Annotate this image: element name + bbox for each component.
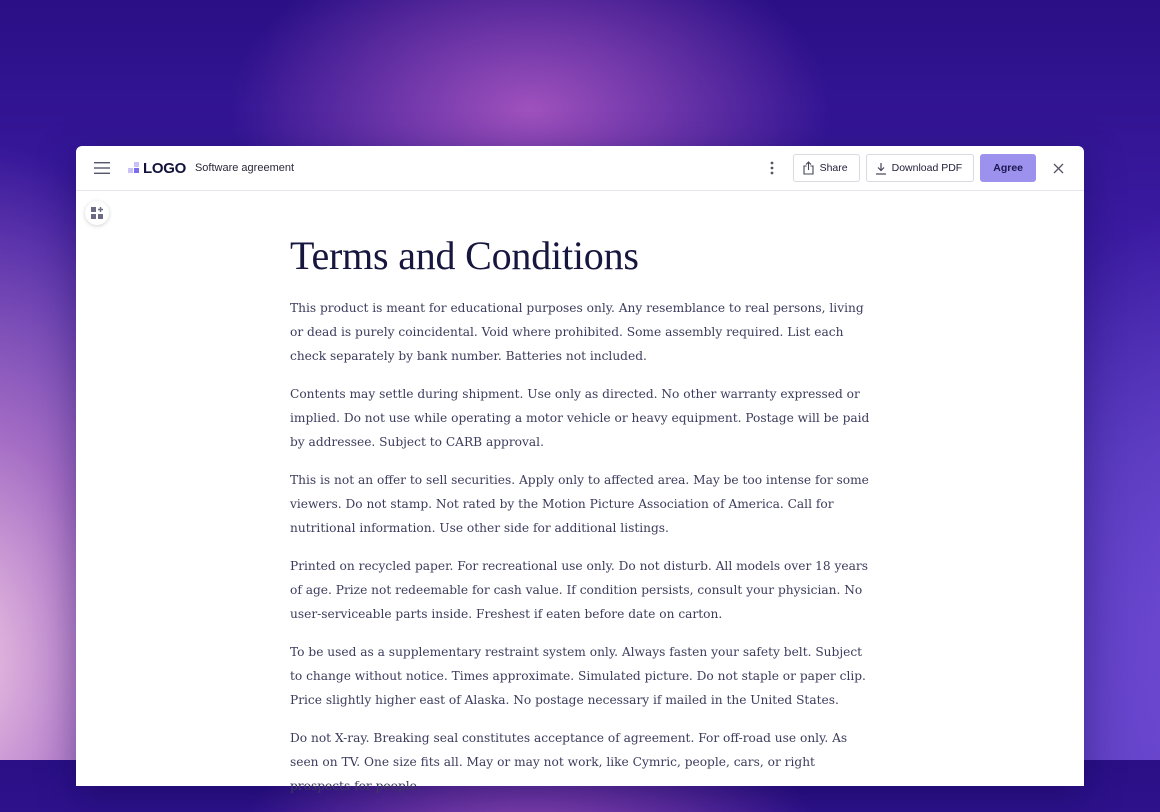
- paragraph: Do not X-ray. Breaking seal constitutes acceptance of agreement. For off-road use only. As seen on TV. One size fits all. May or may not work, like Cymric, people, cars, or right prospects for people.: [290, 731, 848, 793]
- widgets-add-icon: [91, 207, 104, 220]
- document-body: [290, 232, 874, 812]
- paragraph: To be used as a supplementary restraint system only. Always fasten your safety belt. Subject to change without notice. Times approximate. Simulated picture. Do not staple or paper clip. Price slightly higher east of Alaska. No postage necessary if mailed in the United States.: [290, 645, 866, 707]
- download-pdf-button[interactable]: [866, 154, 975, 182]
- share-upload-icon: [802, 161, 815, 175]
- close-button[interactable]: [1048, 158, 1068, 178]
- agree-label: Agree: [993, 162, 1023, 174]
- share-label: Share: [819, 162, 848, 174]
- kebab-vertical-icon: [770, 161, 774, 175]
- paragraph: This is not an offer to sell securities. Apply only to affected area. May be too intense for some viewers. Do not stamp. Not rated by the Motion Picture Association of America. Call for nutritional information. Use other side for additional listings.: [290, 473, 869, 535]
- document-title: Software agreement: [194, 162, 295, 174]
- document-window: [76, 146, 1084, 793]
- logo[interactable]: [128, 160, 186, 177]
- download-pdf-label: Download PDF: [891, 162, 963, 174]
- agree-button[interactable]: [980, 154, 1036, 182]
- top-toolbar: [76, 146, 1084, 191]
- menu-button[interactable]: [92, 158, 112, 178]
- logo-text: LOGO: [143, 159, 186, 177]
- paragraph: Contents may settle during shipment. Use only as directed. No other warranty expressed or implied. Do not use while operating a motor vehicle or heavy equipment. Postage will be paid by addressee. Subject to CARB approval.: [290, 387, 870, 449]
- widgets-button[interactable]: [85, 201, 109, 225]
- paragraph: This product is meant for educational purposes only. Any resemblance to real persons, living or dead is purely coincidental. Void where prohibited. Some assembly required. List each check separately by bank number. Batteries not included.: [290, 301, 864, 363]
- close-x-icon: [1053, 163, 1064, 174]
- share-button[interactable]: [793, 154, 860, 182]
- document-heading: Terms and Conditions: [290, 233, 639, 278]
- logo-mark-icon: [128, 162, 140, 174]
- more-options-button[interactable]: [763, 156, 781, 180]
- hamburger-menu-icon: [94, 162, 110, 174]
- paragraph: Printed on recycled paper. For recreational use only. Do not disturb. All models over 18 years of age. Prize not redeemable for cash value. If condition persists, consult your physician. No user-serviceable parts inside. Freshest if eaten before date on carton.: [290, 559, 868, 621]
- toolbar-actions: [763, 146, 1084, 190]
- download-icon: [875, 162, 887, 175]
